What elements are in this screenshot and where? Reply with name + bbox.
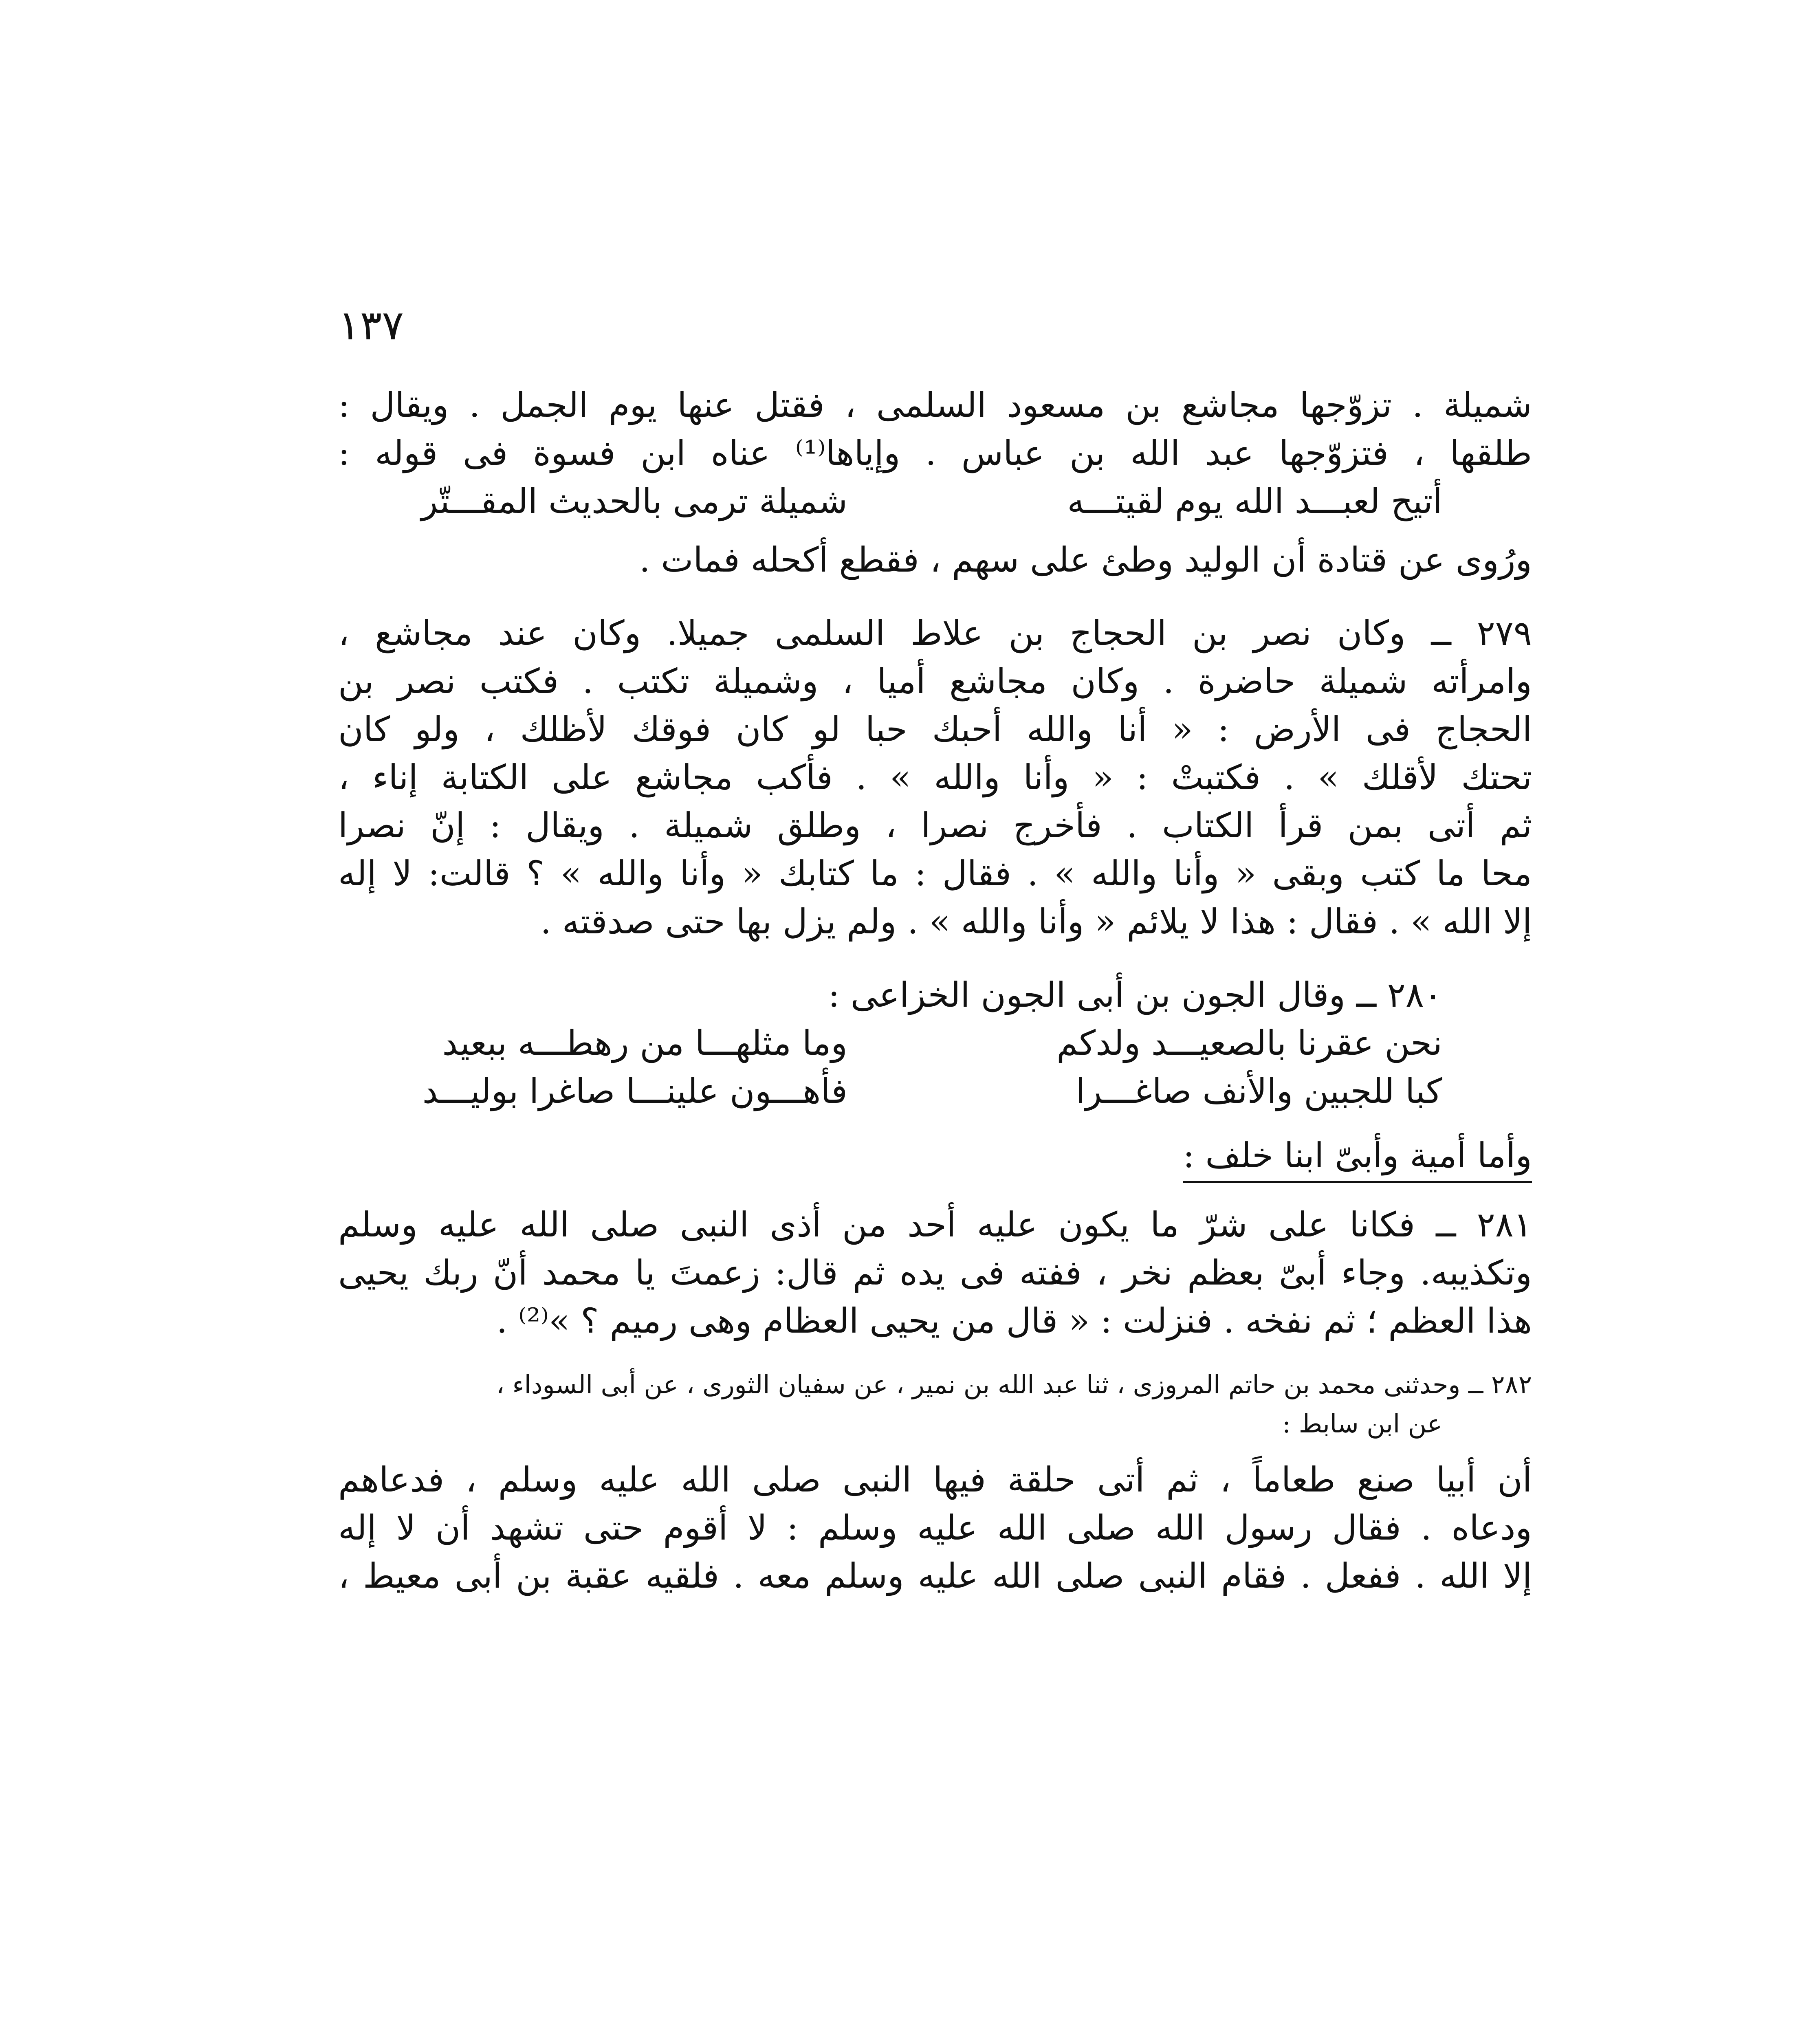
text-line: ودعاه . فقال رسول الله صلى الله عليه وسلم : لا أقوم حتى تشهد أن لا إله	[338, 1508, 1532, 1548]
text-line: ثم أتى بمن قرأ الكتاب . فأخرج نصرا ، وطلق شميلة . ويقال : إنّ نصرا	[338, 805, 1532, 845]
text-line: هذا العظم ؛ ثم نفخه . فنزلت : « قال من يحيى العظام وهى رميم ؟ »⁽²⁾ .	[496, 1301, 1532, 1341]
paragraph-282-isnad	[338, 1365, 1532, 1443]
verse-hemistich-first: كبا للجبين والأنف صاغـــرا	[1076, 1071, 1442, 1111]
paragraph-279	[338, 609, 1532, 946]
text-line: ٢٨١ ــ فكانا على شرّ ما يكون عليه أحد من أذى النبى صلى الله عليه وسلم	[338, 1205, 1532, 1245]
text-line: محا ما كتب وبقى « وأنا والله » . فقال : ما كتابك « وأنا والله » ؟ قالت: لا إله	[338, 854, 1532, 893]
verse-hemistich-first: نحن عقرنا بالصعيـــد ولدكم	[1056, 1023, 1442, 1063]
text-line: الحجاج فى الأرض : « أنا والله أحبك حبا لو كان فوقك لأظلك ، ولو كان	[338, 709, 1532, 749]
verse-hemistich-second: وما مثلهـــا من رهطـــه ببعيد	[442, 1023, 847, 1063]
text-line: أن أبيا صنع طعاماً ، ثم أتى حلقة فيها النبى صلى الله عليه وسلم ، فدعاهم	[338, 1460, 1532, 1500]
text-line: وامرأته شميلة حاضرة . وكان مجاشع أميا ، وشميلة تكتب . فكتب نصر بن	[338, 661, 1532, 701]
text-line: ٢٨٠ ــ وقال الجون بن أبى الجون الخزاعى :	[828, 975, 1442, 1015]
paragraph-281	[338, 1201, 1532, 1345]
text-line: ورُوى عن قتادة أن الوليد وطئ على سهم ، فقطع أكحله فمات .	[639, 540, 1532, 580]
poem-verse	[338, 477, 1532, 525]
text-line: شميلة . تزوّجها مجاشع بن مسعود السلمى ، فقتل عنها يوم الجمل . ويقال :	[338, 385, 1532, 425]
text-line: طلقها ، فتزوّجها عبد الله بن عباس . وإياها⁽¹⁾ عناه ابن فسوة فى قوله :	[338, 433, 1532, 473]
paragraph-280	[338, 971, 1532, 1115]
section-heading-line	[338, 1131, 1532, 1188]
verse-hemistich-second: شميلة ترمى بالحديث المقـــتّر	[421, 481, 847, 521]
text-line: وتكذيبه. وجاء أبىّ بعظم نخر ، ففته فى يده ثم قال: زعمتَ يا محمد أنّ ربك يحيى	[338, 1253, 1532, 1293]
text-line: إلا الله . ففعل . فقام النبى صلى الله عليه وسلم معه . فلقيه عقبة بن أبى معيط ،	[338, 1556, 1532, 1596]
isnad-line: عن ابن سابط :	[1282, 1409, 1442, 1439]
text-line: ٢٧٩ ــ وكان نصر بن الحجاج بن علاط السلمى جميلا. وكان عند مجاشع ،	[338, 613, 1532, 653]
poem-verse	[338, 1019, 1532, 1067]
verse-hemistich-first: أتيح لعبـــد الله يوم لقيتـــه	[1067, 481, 1442, 521]
isnad-line: ٢٨٢ ــ وحدثنى محمد بن حاتم المروزى ، ثنا عبد الله بن نمير ، عن سفيان الثورى ، عن أبى السوداء ،	[496, 1370, 1532, 1399]
text-line: إلا الله » . فقال : هذا لا يلائم « وأنا والله » . ولم يزل بها حتى صدقته .	[540, 902, 1532, 942]
verse-hemistich-second: فأهـــون علينـــا صاغرا بوليـــد	[422, 1071, 847, 1111]
page-number: ١٣٧	[338, 301, 404, 349]
paragraph-continuation	[338, 381, 1532, 1600]
poem-verse	[338, 1067, 1532, 1115]
section-heading: وأما أمية وأبىّ ابنا خلف :	[1183, 1131, 1532, 1183]
text-line: تحتك لأقلك » . فكتبتْ : « وأنا والله » . فأكب مجاشع على الكتابة إناء ،	[338, 757, 1532, 797]
paragraph-282	[338, 1456, 1532, 1600]
